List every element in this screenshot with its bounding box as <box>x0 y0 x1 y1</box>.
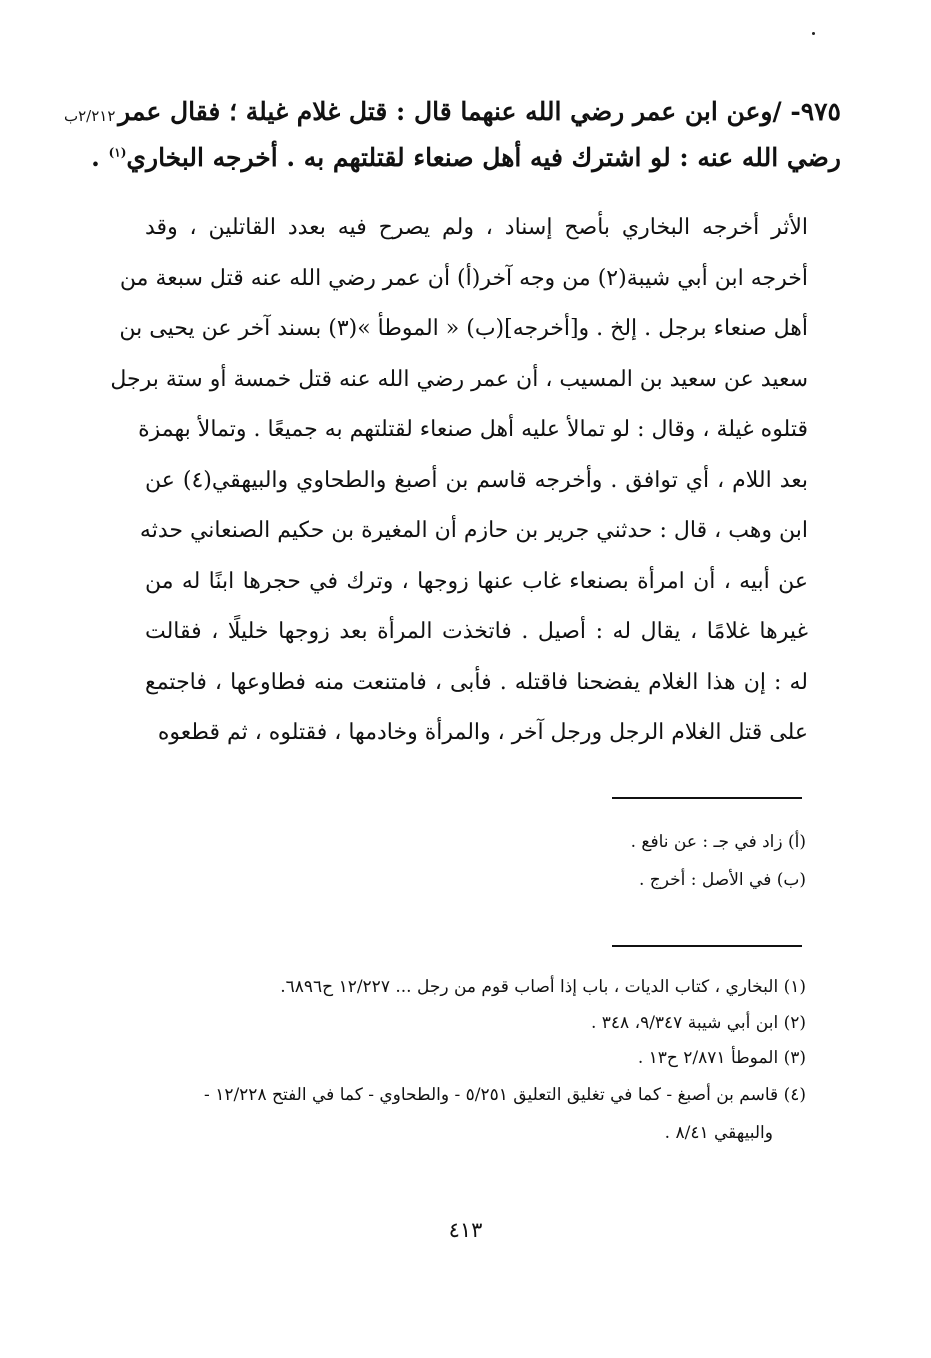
heading-line-2-text: رضي الله عنه : لو اشترك فيه أهل صنعاء لقتلتهم به . أخرجه البخاري <box>126 143 841 172</box>
footnote-ref: (١) <box>108 145 127 160</box>
footnote: (١) البخاري ، كتاب الديات ، باب إذا أصاب قوم من رجل ... ١٢/٢٢٧ ح٦٨٩٦. <box>280 977 806 997</box>
page-number: ٤١٣ <box>448 1218 483 1242</box>
variant-note: (أ) زاد في جـ : عن نافع . <box>630 832 806 852</box>
hadith-heading-line-1: ٩٧٥- /وعن ابن عمر رضي الله عنهما قال : قتل غلام غيلة ؛ فقال عمر <box>118 97 841 126</box>
commentary-line: أخرجه ابن أبي شيبة(٢) من وجه آخر(أ) أن عمر رضي الله عنه قتل سبعة من <box>119 265 808 291</box>
commentary-line: ابن وهب ، قال : حدثني جرير بن حازم أن المغيرة بن حكيم الصنعاني حدثه <box>139 518 808 543</box>
commentary-line: بعد اللام ، أي توافق . وأخرجه قاسم بن أصبغ والطحاوي والبيهقي(٤) عن <box>145 467 809 493</box>
ink-dot <box>812 32 815 35</box>
commentary-line: عن أبيه ، أن امرأة بصنعاء غاب عنها زوجها ، وترك في حجرها ابنًا له من <box>145 568 808 594</box>
commentary-line: الأثر أخرجه البخاري بأصح إسناد ، ولم يصرح فيه بعدد القاتلين ، وقد <box>145 215 808 240</box>
commentary-line: له : إن هذا الغلام يفضحنا فاقتله . فأبى ، فامتنعت منه فطاوعها ، فاجتمع <box>145 669 808 695</box>
commentary-line: على قتل الغلام الرجل ورجل آخر ، والمرأة وخادمها ، فقتلوه ، ثم قطعوه <box>157 720 808 745</box>
hadith-heading-line-2 <box>91 143 841 172</box>
margin-manuscript-ref: ٢/٢١٢ب <box>64 107 116 125</box>
footnote: والبيهقي ٨/٤١ . <box>664 1123 773 1143</box>
footnotes-divider <box>612 945 802 947</box>
commentary-line: سعيد عن سعيد بن المسيب ، أن عمر رضي الله عنه قتل خمسة أو ستة برجل <box>110 366 808 392</box>
footnote: (٤) قاسم بن أصبغ - كما في تغليق التعليق ٥/٢٥١ - والطحاوي - كما في الفتح ١٢/٢٢٨ - <box>204 1085 806 1105</box>
variant-notes-divider <box>612 797 802 799</box>
variant-note: (ب) في الأصل : أخرج . <box>638 870 806 890</box>
commentary-line: قتلوه غيلة ، وقال : لو تمالأ عليه أهل صنعاء لقتلتهم به جميعًا . وتمالأ بهمزة <box>138 417 808 442</box>
footnote: (٣) الموطأ ٢/٨٧١ ح١٣ . <box>637 1048 806 1068</box>
footnote: (٢) ابن أبي شيبة ٩/٣٤٧، ٣٤٨ . <box>590 1013 806 1033</box>
heading-end-mark: . <box>91 143 100 172</box>
commentary-line: أهل صنعاء برجل . إلخ . و[أخرجه](ب) « الموطأ »(٣) بسند آخر عن يحيى بن <box>119 316 808 341</box>
commentary-line: غيرها غلامًا ، يقال له : أصيل . فاتخذت المرأة بعد زوجها خليلًا ، فقالت <box>145 619 808 644</box>
